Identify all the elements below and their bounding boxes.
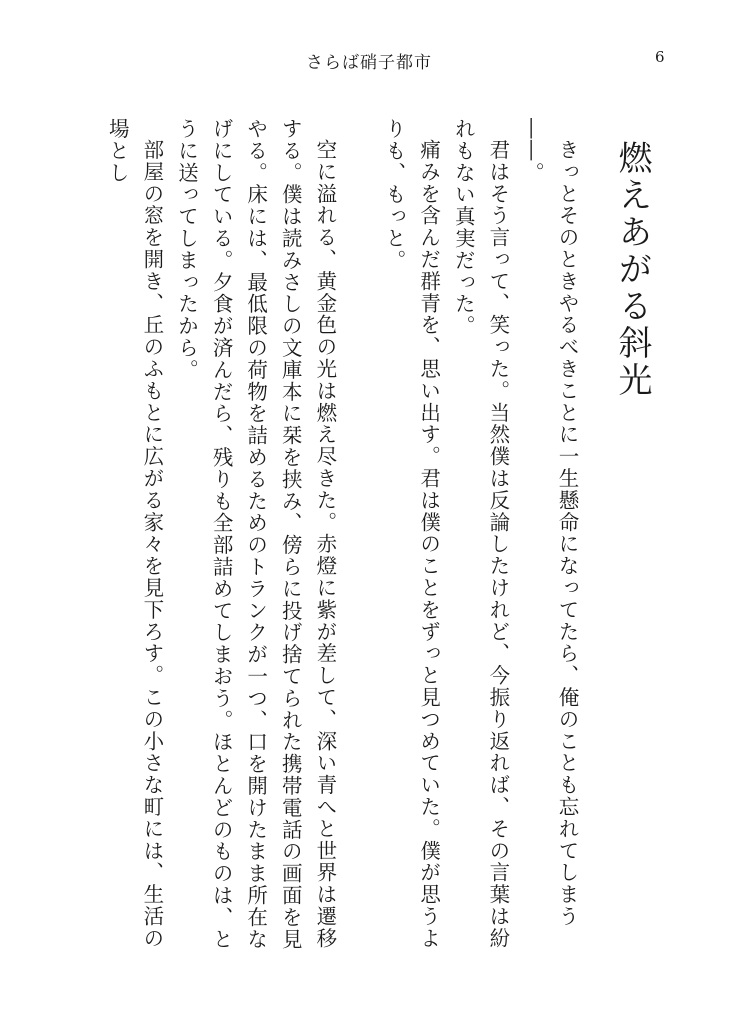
paragraph: きっとそのときやるべきことに一生懸命になってたら、俺のことも忘れてしまう――。 [520, 118, 579, 927]
paragraph: 君はそう言って、笑った。当然僕は反論したけれど、今振り返れば、その言葉は紛れもない真実だった。 [451, 118, 510, 949]
paragraph: 痛みを含んだ群青を、思い出す。君は僕のことをずっと見つめていた。僕が思うよりも、もっと。 [382, 118, 441, 949]
chapter-title: 燃えあがる斜光 [612, 140, 652, 399]
paragraph-break [342, 118, 377, 958]
page-number: 6 [655, 48, 665, 66]
paragraph: 部屋の窓を開き、丘のふもとに広がる家々を見下ろす。この小さな町には、生活の場とし [105, 118, 164, 949]
running-header-title: さらば硝子都市 [306, 53, 432, 73]
paragraph: 空に溢れる、黄金色の光は燃え尽きた。赤燈に紫が差して、深い青へと世界は遷移する。僕は読みさしの文庫本に栞を挟み、傍らに投げ捨てられた携帯電話の画面を見やる。床には、最低限の荷物を詰めるためのトランクが一つ、口を開けたまま所在なげにしている。夕食が済んだら、残りも全部詰めてしまおう。ほとんどのものは、とうに送ってしまったから。 [174, 118, 337, 951]
body-text [105, 118, 584, 958]
